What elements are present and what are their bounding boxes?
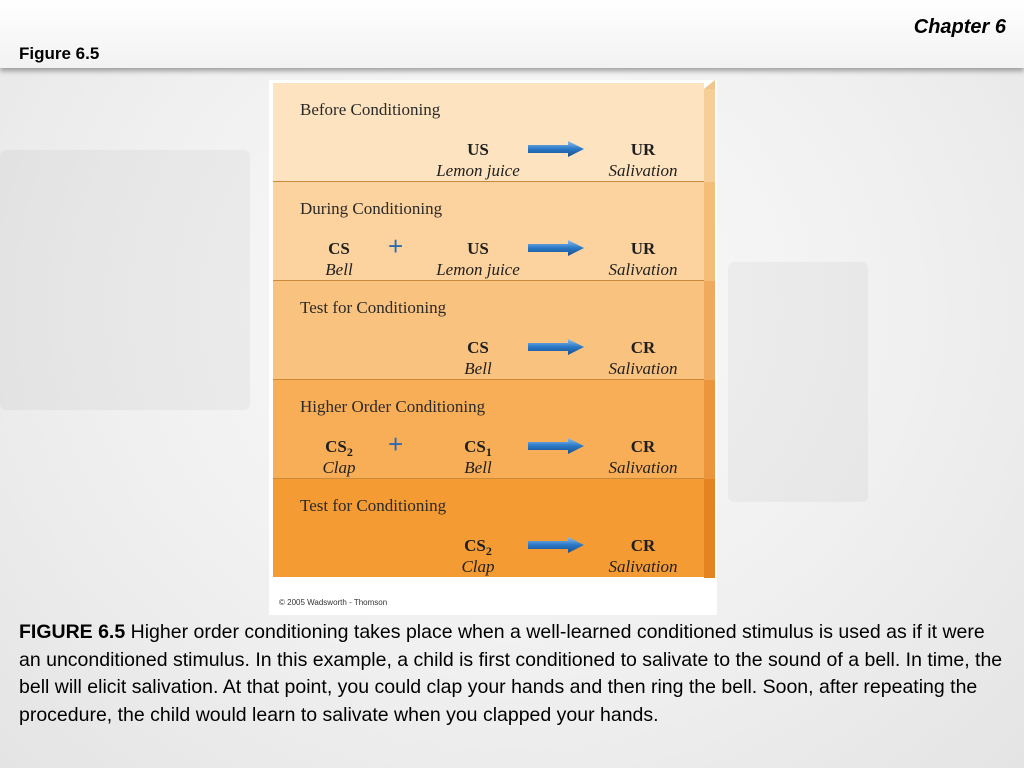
right-arrow-icon	[528, 339, 584, 355]
figure-top-bevel	[704, 80, 715, 89]
stage-title: Higher Order Conditioning	[300, 397, 486, 416]
term-abbreviation-text: UR	[630, 239, 656, 258]
conditioning-figure	[269, 80, 717, 615]
arrow-shape	[528, 141, 584, 157]
term-abbreviation	[418, 139, 538, 160]
term-abbreviation	[418, 238, 538, 259]
stage-term-right	[583, 238, 703, 280]
stage-term-middle	[418, 139, 538, 181]
stage-term-middle	[418, 337, 538, 379]
term-subscript: 2	[485, 544, 492, 558]
term-abbreviation-text: US	[467, 140, 489, 159]
figure-copyright: © 2005 Wadsworth - Thomson	[279, 598, 388, 607]
stage-side-face	[704, 89, 715, 182]
term-abbreviation-text: CR	[630, 338, 656, 357]
stage-2	[273, 182, 704, 281]
stage-term-right	[583, 436, 703, 478]
term-abbreviation	[583, 139, 703, 160]
background-shape-right	[728, 262, 868, 502]
term-description: Salivation	[608, 557, 678, 576]
stage-term-right	[583, 139, 703, 181]
stage-1	[273, 83, 704, 182]
term-abbreviation	[583, 238, 703, 259]
stage-title: Test for Conditioning	[300, 496, 447, 515]
term-abbreviation-text: CS	[328, 239, 350, 258]
caption-text: Higher order conditioning takes place when a well-learned conditioned stimulus is used as if it were an unconditioned stimulus. In this example, a child is first conditioned to salivate to the sound of a bell. In time, the bell will elicit salivation. At that point, you could clap your hands and then ring the bell. Soon, after repeating the procedure, the child would learn to salivate when you clapped your hands.	[19, 621, 1003, 726]
term-abbreviation	[583, 436, 703, 457]
stage-term-middle	[418, 436, 538, 478]
right-arrow-icon	[528, 141, 584, 157]
term-abbreviation	[279, 436, 399, 457]
term-abbreviation	[583, 337, 703, 358]
term-description: Clap	[322, 458, 356, 477]
caption-lead: FIGURE 6.5	[19, 621, 126, 643]
term-subscript: 2	[346, 445, 353, 459]
term-abbreviation	[418, 436, 538, 457]
stage-3	[273, 281, 704, 380]
arrow-shape	[528, 339, 584, 355]
term-description: Clap	[461, 557, 495, 576]
arrow-shape	[528, 438, 584, 454]
stage-side-face	[704, 479, 715, 578]
stage-side-face	[704, 380, 715, 479]
stage-term-middle	[418, 238, 538, 280]
term-description: Bell	[464, 359, 492, 378]
term-abbreviation	[583, 535, 703, 556]
term-abbreviation-text: CS	[464, 437, 486, 456]
term-description: Salivation	[608, 260, 678, 279]
term-subscript: 1	[485, 445, 492, 459]
stage-term-right	[583, 337, 703, 379]
stage-term-middle	[418, 535, 538, 577]
stage-side-face	[704, 281, 715, 380]
term-abbreviation-text: US	[467, 239, 489, 258]
chapter-title: Chapter 6	[913, 16, 1006, 38]
stage-title: Test for Conditioning	[300, 298, 447, 317]
term-description: Bell	[325, 260, 353, 279]
term-description: Lemon juice	[436, 260, 520, 279]
term-abbreviation	[418, 535, 538, 556]
stage-4	[273, 380, 704, 479]
figure-caption	[19, 619, 1004, 729]
term-abbreviation	[418, 337, 538, 358]
term-description: Salivation	[608, 359, 678, 378]
plus-icon: +	[388, 231, 404, 261]
term-abbreviation-text: CS	[325, 437, 347, 456]
figure-label: Figure 6.5	[19, 44, 100, 63]
term-description: Lemon juice	[436, 161, 520, 180]
term-description: Salivation	[608, 161, 678, 180]
right-arrow-icon	[528, 438, 584, 454]
background-shape-left	[0, 150, 250, 410]
stage-term-left	[279, 436, 399, 478]
stage-title: Before Conditioning	[300, 100, 441, 119]
stage-side-face	[704, 182, 715, 281]
term-abbreviation-text: CS	[464, 536, 486, 555]
plus-icon: +	[388, 429, 404, 459]
arrow-shape	[528, 240, 584, 256]
term-abbreviation-text: CR	[630, 437, 656, 456]
term-abbreviation-text: UR	[630, 140, 656, 159]
stage-term-right	[583, 535, 703, 577]
term-description: Bell	[464, 458, 492, 477]
header-bar	[0, 0, 1024, 68]
stage-5	[273, 479, 704, 577]
term-abbreviation-text: CR	[630, 536, 656, 555]
right-arrow-icon	[528, 537, 584, 553]
term-description: Salivation	[608, 458, 678, 477]
term-abbreviation-text: CS	[467, 338, 489, 357]
stage-title: During Conditioning	[300, 199, 443, 218]
term-abbreviation	[279, 238, 399, 259]
right-arrow-icon	[528, 240, 584, 256]
stage-term-left	[279, 238, 399, 280]
arrow-shape	[528, 537, 584, 553]
